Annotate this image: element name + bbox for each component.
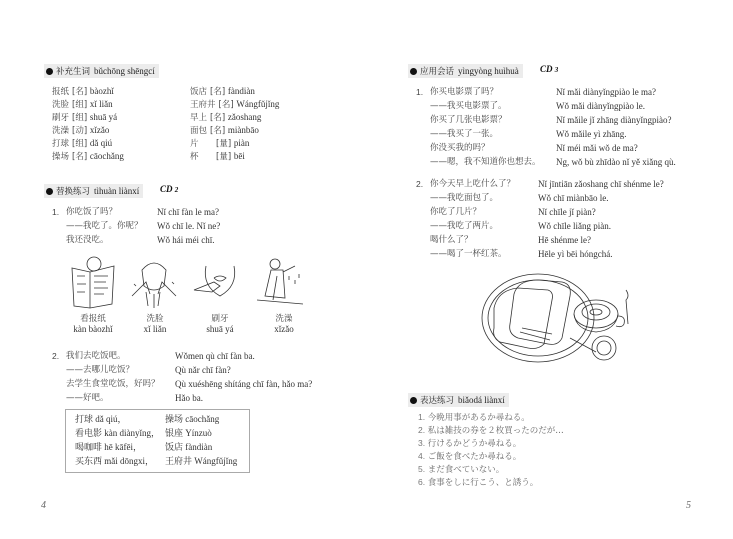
dialogue-cn: 喝什么了？	[430, 235, 473, 245]
substitution-item: 买东西 mǎi dōngxi，	[75, 456, 154, 466]
vocab-item: 王府井 [名] Wángfǔjǐng	[190, 99, 280, 110]
dialogue-cn: 你买了几张电影票？	[430, 115, 507, 125]
dialogue-cn: 你买电影票了吗？	[430, 87, 499, 97]
section-heading-substitution-drill: 替换练习 tìhuàn liànxí	[44, 184, 143, 198]
dialogue-cn: ——去哪儿吃饭？	[66, 365, 135, 375]
dialogue-py: Hēle yì bēi hóngchá.	[538, 249, 613, 259]
dialogue-cn: 去学生食堂吃饭，好吗？	[66, 379, 160, 389]
dialogue-py: Qù nǎr chī fàn?	[175, 365, 231, 375]
expression-item: 4. ご飯を食べたか尋ねる。	[418, 451, 522, 462]
expression-item: 2. 私は雑技の券を２枚買ったのだが…	[418, 425, 564, 436]
page-number: 5	[686, 500, 691, 511]
dialogue-py: Wǒ chī le. Nǐ ne?	[157, 221, 221, 231]
dialogue-py: Nǐ jīntiān zǎoshang chī shénme le?	[538, 179, 664, 189]
substitution-item: 喝咖啡 hē kāfēi，	[75, 442, 142, 452]
cd-track-icon: CD 2	[160, 184, 179, 194]
dialogue-cn: ——喝了一杯红茶。	[430, 249, 507, 259]
dialogue-cn: ——好吧。	[66, 393, 109, 403]
dialogue-py: Ng, wǒ bù zhīdào nǐ yě xiǎng qù.	[556, 157, 676, 167]
bullet-icon	[46, 188, 53, 195]
picture-caption: 刷牙 shuā yá	[206, 314, 234, 334]
dialogue-cn: ——我吃了两片。	[430, 221, 499, 231]
substitution-item: 看电影 kàn diànyǐng，	[75, 428, 160, 438]
vocab-item: 洗澡 [动] xǐzǎo	[52, 125, 110, 136]
vocab-item: 早上 [名] zǎoshang	[190, 112, 262, 123]
expression-item: 1. 今晩用事があるか尋ねる。	[418, 412, 530, 423]
bullet-icon	[410, 68, 417, 75]
dialogue-py: Nǐ méi mǎi wǒ de ma?	[556, 143, 638, 153]
dialogue-py: Nǐ chī fàn le ma?	[157, 207, 219, 217]
bullet-icon	[46, 68, 53, 75]
expression-item: 6. 食事をしに行こう、と誘う。	[418, 477, 539, 488]
dialogue-cn: ——我买了一张。	[430, 129, 499, 139]
substitution-item: 打球 dǎ qiú，	[75, 414, 127, 424]
bathing-illustration	[255, 256, 305, 310]
expression-item: 5. まだ食べていない。	[418, 464, 505, 475]
expression-item: 3. 行けるかどうか尋ねる。	[418, 438, 522, 449]
brushing-teeth-illustration	[192, 262, 248, 304]
dialogue-py: Hē shénme le?	[538, 235, 591, 245]
dialogue-cn: 你没买我的吗？	[430, 143, 490, 153]
dialogue-py: Nǐ mǎile jǐ zhāng diànyǐngpiào?	[556, 115, 672, 125]
exercise-number: 2.	[52, 351, 60, 361]
picture-caption: 看报纸 kàn bàozhǐ	[73, 314, 113, 334]
dialogue-py: Nǐ mǎi diànyǐngpiào le ma?	[556, 87, 656, 97]
cd-track-icon: CD 3	[540, 64, 559, 74]
dialogue-cn: 你吃饭了吗？	[66, 207, 118, 217]
dialogue-py: Wǒ chīle liǎng piàn.	[538, 221, 611, 231]
dialogue-cn: 我们去吃饭吧。	[66, 351, 126, 361]
exercise-number: 1.	[416, 87, 424, 97]
picture-caption: 洗澡 xǐzǎo	[274, 314, 294, 334]
vocab-item: 洗脸 [组] xǐ liǎn	[52, 99, 113, 110]
substitution-item: 王府井 Wángfǔjǐng	[165, 456, 238, 466]
vocab-item: 饭店 [名] fàndiàn	[190, 86, 255, 97]
vocab-item: 打球 [组] dǎ qiú	[52, 138, 113, 149]
bullet-icon	[410, 397, 417, 404]
dialogue-py: Wǒ hái méi chī.	[157, 235, 215, 245]
substitution-item: 饭店 fàndiàn	[165, 442, 213, 452]
dialogue-cn: ——我吃面包了。	[430, 193, 499, 203]
section-heading-applied-conversation: 应用会话 yìngyòng huìhuà	[408, 64, 523, 78]
dialogue-cn: 我还没吃。	[66, 235, 109, 245]
vocab-item: 杯 [量] bēi	[190, 151, 245, 162]
reading-newspaper-illustration	[68, 256, 118, 310]
substitution-item: 银座 Yínzuò	[165, 428, 212, 438]
vocab-item: 面包 [名] miànbāo	[190, 125, 259, 136]
dialogue-cn: 你今天早上吃什么了？	[430, 179, 516, 189]
substitution-item: 操场 cāochǎng	[165, 414, 220, 424]
exercise-number: 2.	[416, 179, 424, 189]
picture-caption: 洗脸 xǐ liǎn	[143, 314, 167, 334]
dialogue-py: Hǎo ba.	[175, 393, 203, 403]
dialogue-py: Wǒmen qù chī fàn ba.	[175, 351, 255, 361]
vocab-item: 报纸 [名] bàozhǐ	[52, 86, 114, 97]
dialogue-py: Wǒ mǎile yì zhāng.	[556, 129, 627, 139]
page-number: 4	[41, 500, 46, 511]
dialogue-py: Nǐ chīle jǐ piàn?	[538, 207, 596, 217]
dialogue-py: Wǒ mǎi diànyǐngpiào le.	[556, 101, 645, 111]
dialogue-cn: ——我买电影票了。	[430, 101, 507, 111]
breakfast-bread-tea-illustration	[478, 268, 638, 368]
section-heading-supplementary-vocab: 补充生词 bǔchōng shēngcí	[44, 64, 159, 78]
dialogue-py: Wǒ chī miànbāo le.	[538, 193, 609, 203]
dialogue-cn: 你吃了几片？	[430, 207, 482, 217]
washing-face-illustration	[128, 256, 180, 310]
exercise-number: 1.	[52, 207, 60, 217]
vocab-item: 刷牙 [组] shuā yá	[52, 112, 118, 123]
vocab-item: 操场 [名] cāochǎng	[52, 151, 124, 162]
dialogue-cn: ——嗯，我不知道你也想去。	[430, 157, 541, 167]
vocab-item: 片 [量] piàn	[190, 138, 250, 149]
dialogue-py: Qù xuéshēng shítáng chī fàn, hǎo ma?	[175, 379, 313, 389]
dialogue-cn: ——我吃了。你呢？	[66, 221, 143, 231]
section-heading-expression-practice: 表达练习 biǎodá liànxí	[408, 393, 509, 407]
